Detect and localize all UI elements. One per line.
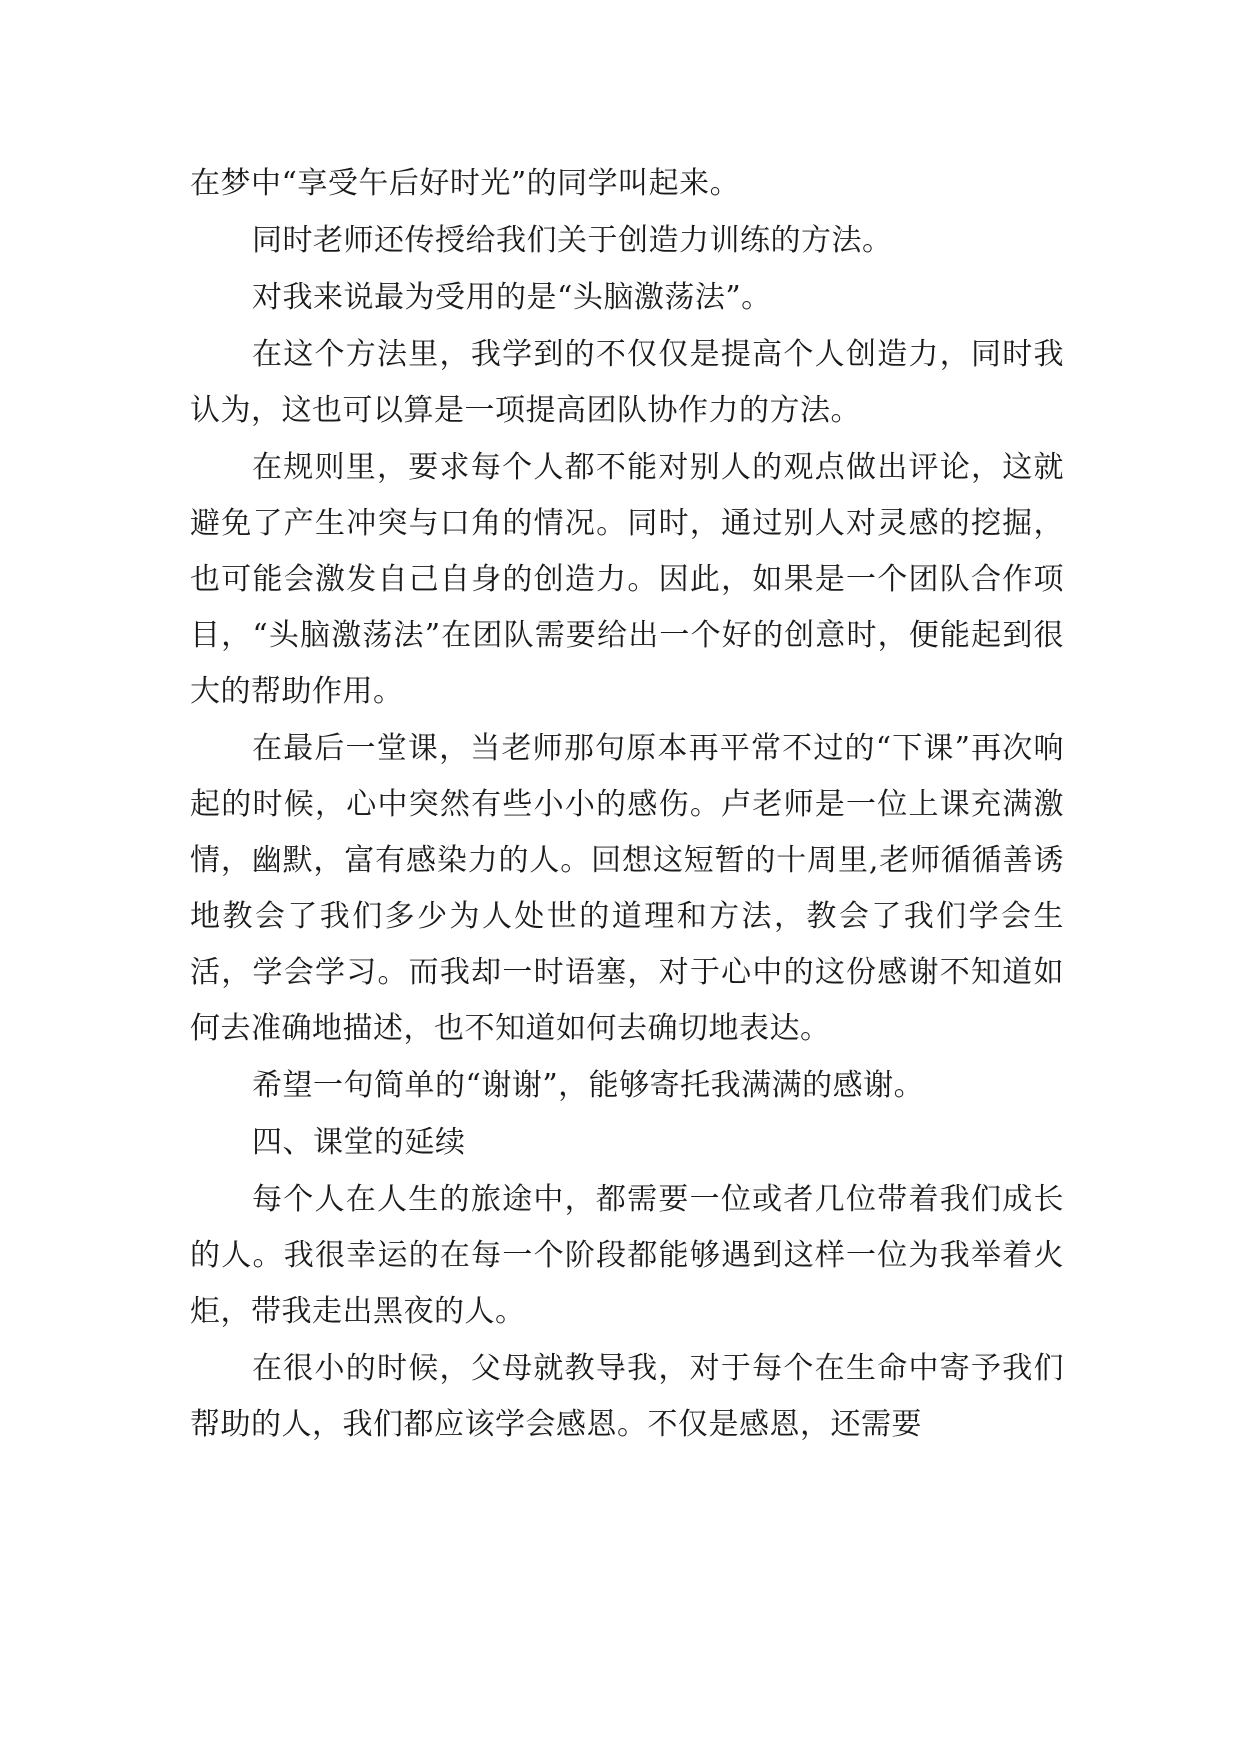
paragraph-thanks: 希望一句简单的“谢谢”，能够寄托我满满的感谢。 bbox=[252, 1068, 925, 1103]
paragraph-last-class: 在最后一堂课，当老师那句原本再平常不过的“下课”再次响起的时候，心中突然有些小小的感伤。卢老师是一位上课充满激情，幽默，富有感染力的人。回想这短暂的十周里,老师循循善诱地教会了我们多少为人处世的道理和方法，教会了我们学会生活，学会学习。而我却一时语塞，对于心中的这份感谢不知道如何去准确地描述，也不知道如何去确切地表达。 bbox=[190, 731, 1064, 1046]
paragraph-continuation: 在梦中“享受午后好时光”的同学叫起来。 bbox=[190, 166, 741, 201]
document-body bbox=[190, 156, 1064, 1454]
paragraph-rules: 在规则里，要求每个人都不能对别人的观点做出评论，这就避免了产生冲突与口角的情况。同时，通过别人对灵感的挖掘，也可能会激发自己自身的创造力。因此，如果是一个团队合作项目，“头脑激荡法”在团队需要给出一个好的创意时，便能起到很大的帮助作用。 bbox=[190, 450, 1064, 709]
paragraph-gratitude: 在很小的时候，父母就教导我，对于每个在生命中寄予我们帮助的人，我们都应该学会感恩。不仅是感恩，还需要 bbox=[190, 1351, 1064, 1442]
paragraph-brainstorming: 对我来说最为受用的是“头脑激荡法”。 bbox=[252, 280, 772, 315]
section-heading: 四、课堂的延续 bbox=[252, 1125, 466, 1160]
paragraph-teamwork: 在这个方法里，我学到的不仅仅是提高个人创造力，同时我认为，这也可以算是一项提高团队协作力的方法。 bbox=[190, 337, 1064, 428]
paragraph-life-journey: 每个人在人生的旅途中，都需要一位或者几位带着我们成长的人。我很幸运的在每一个阶段都能够遇到这样一位为我举着火炬，带我走出黑夜的人。 bbox=[190, 1182, 1064, 1329]
paragraph-creativity-methods: 同时老师还传授给我们关于创造力训练的方法。 bbox=[252, 223, 893, 258]
